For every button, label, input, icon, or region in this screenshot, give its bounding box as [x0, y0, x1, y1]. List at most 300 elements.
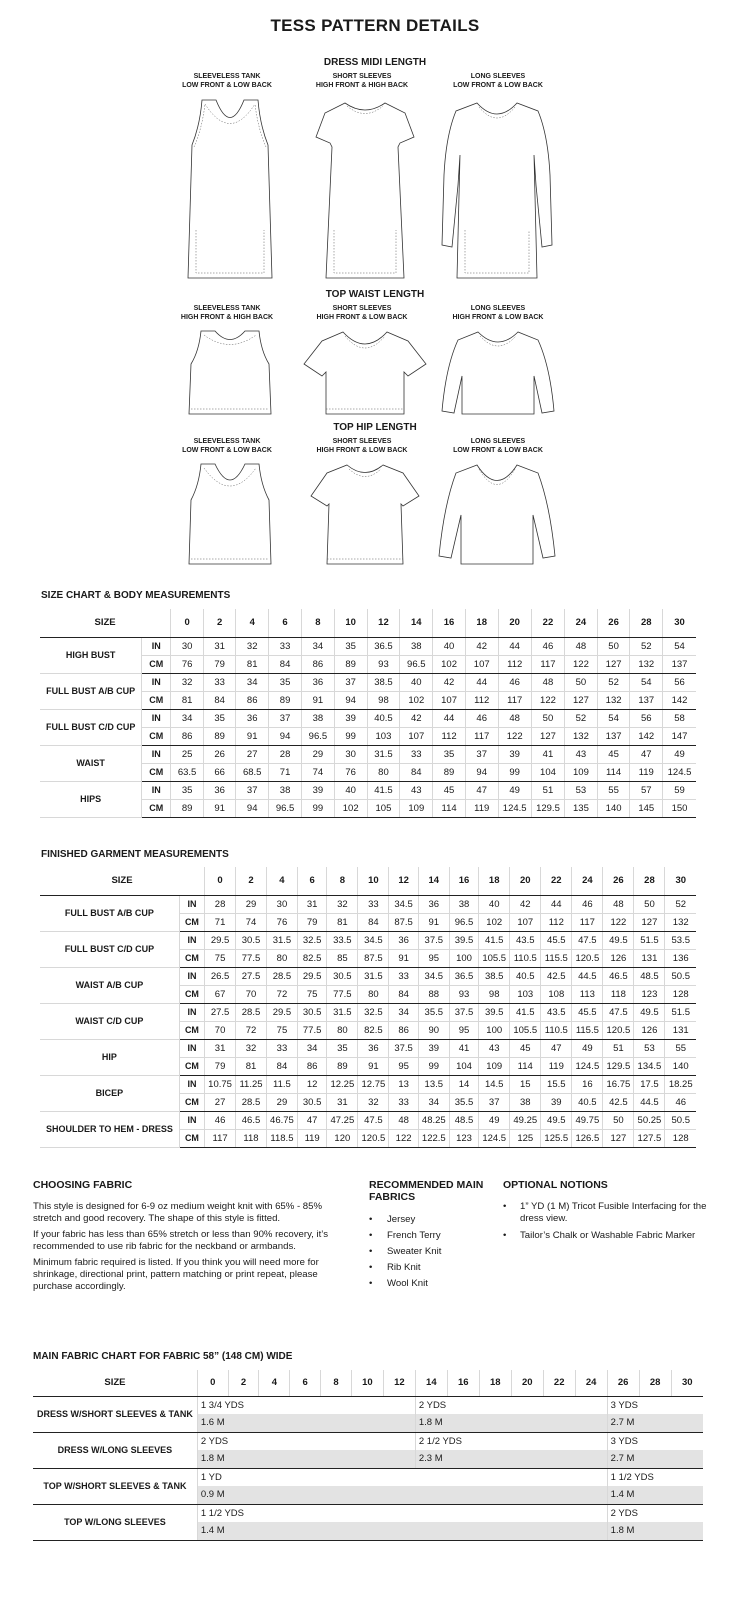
measurement-label: FULL BUST A/B CUP	[40, 673, 142, 709]
value-cell: 55	[597, 781, 630, 799]
value-cell: 30	[171, 637, 204, 655]
size-header-cell: 8	[321, 1370, 352, 1396]
fabric-paragraph: Minimum fabric required is listed. If you think you will need more for shrinkage, directional print, pattern matching or print repeat, please purchase accordingly.	[33, 1257, 319, 1292]
size-header-label: SIZE	[40, 867, 205, 895]
value-cell: 142	[663, 691, 696, 709]
value-cell: 43	[400, 781, 433, 799]
value-cell: 38.5	[479, 967, 510, 985]
fabric-row-label: TOP W/SHORT SLEEVES & TANK	[33, 1468, 197, 1504]
value-cell: 45	[433, 781, 466, 799]
value-cell: 32	[327, 895, 358, 913]
value-cell: 96.5	[302, 727, 335, 745]
value-cell: 35	[204, 709, 236, 727]
value-cell: 47.5	[358, 1111, 389, 1129]
value-cell: 132	[630, 655, 663, 673]
value-cell: 63.5	[171, 763, 204, 781]
value-cell: 48	[603, 895, 634, 913]
value-cell: 38	[400, 637, 433, 655]
value-cell: 47.25	[327, 1111, 358, 1129]
value-cell: 122	[498, 727, 531, 745]
value-cell: 58	[663, 709, 696, 727]
value-cell: 117	[205, 1129, 236, 1147]
value-cell: 137	[663, 655, 696, 673]
value-cell: 117	[572, 913, 603, 931]
value-cell: 32	[171, 673, 204, 691]
value-cell: 120.5	[358, 1129, 389, 1147]
value-cell: 77.5	[297, 1021, 326, 1039]
value-cell: 119	[465, 799, 498, 817]
value-cell: 32	[236, 1039, 267, 1057]
size-header-cell: 30	[665, 867, 696, 895]
value-cell: 71	[269, 763, 302, 781]
value-cell: 36.5	[367, 637, 400, 655]
value-cell: 135	[565, 799, 598, 817]
value-cell: 33	[266, 1039, 297, 1057]
size-header-cell: 24	[572, 867, 603, 895]
value-cell: 37	[334, 673, 367, 691]
unit-label: IN	[179, 931, 204, 949]
value-cell: 49	[572, 1039, 603, 1057]
yardage-cell: 2 YDS	[607, 1504, 703, 1522]
value-cell: 102	[400, 691, 433, 709]
value-cell: 75	[297, 985, 326, 1003]
size-header-cell: 14	[418, 867, 449, 895]
value-cell: 126.5	[572, 1129, 603, 1147]
dress-long-sleeve-sketch	[440, 95, 555, 285]
top-hip-long-sleeve-sketch	[435, 460, 560, 568]
value-cell: 113	[572, 985, 603, 1003]
value-cell: 118.5	[266, 1129, 297, 1147]
value-cell: 108	[541, 985, 572, 1003]
value-cell: 52	[630, 637, 663, 655]
value-cell: 44	[541, 895, 572, 913]
value-cell: 29	[266, 1093, 297, 1111]
value-cell: 51	[531, 781, 564, 799]
value-cell: 105	[367, 799, 400, 817]
value-cell: 134.5	[634, 1057, 665, 1075]
yardage-cell: 3 YDS	[607, 1432, 703, 1450]
unit-label: CM	[179, 985, 204, 1003]
size-header-cell: 26	[597, 609, 630, 637]
value-cell: 128	[665, 985, 696, 1003]
value-cell: 127	[565, 691, 598, 709]
value-cell: 74	[302, 763, 335, 781]
view-caption: LONG SLEEVES HIGH FRONT & LOW BACK	[452, 305, 544, 321]
value-cell: 41.5	[367, 781, 400, 799]
value-cell: 35	[334, 637, 367, 655]
value-cell: 46.5	[603, 967, 634, 985]
choosing-fabric-text	[33, 1201, 353, 1293]
fabric-row-label: DRESS W/SHORT SLEEVES & TANK	[33, 1396, 197, 1432]
size-header-cell: 16	[449, 867, 478, 895]
value-cell: 30	[334, 745, 367, 763]
value-cell: 67	[205, 985, 236, 1003]
value-cell: 131	[634, 949, 665, 967]
value-cell: 118	[603, 985, 634, 1003]
value-cell: 126	[634, 1021, 665, 1039]
fabric-chart-heading: MAIN FABRIC CHART FOR FABRIC 58” (148 CM) WIDE	[33, 1351, 293, 1362]
top-waist-long-sleeve-sketch	[438, 326, 558, 418]
value-cell: 132	[565, 727, 598, 745]
size-header-cell: 0	[197, 1370, 228, 1396]
value-cell: 59	[663, 781, 696, 799]
dress-section-heading: DRESS MIDI LENGTH	[323, 57, 427, 68]
fabric-row-label: DRESS W/LONG SLEEVES	[33, 1432, 197, 1468]
fabric-paragraph: This style is designed for 6-9 oz medium weight knit with 65% - 85% stretch and good recovery. The shape of this style is fitted.	[33, 1201, 323, 1224]
size-header-cell: 0	[171, 609, 204, 637]
value-cell: 45.5	[572, 1003, 603, 1021]
value-cell: 80	[358, 985, 389, 1003]
value-cell: 50	[634, 895, 665, 913]
value-cell: 93	[367, 655, 400, 673]
value-cell: 38	[510, 1093, 541, 1111]
value-cell: 47	[541, 1039, 572, 1057]
view-caption: SLEEVELESS TANK HIGH FRONT & HIGH BACK	[180, 305, 274, 321]
optional-notions-list	[503, 1201, 708, 1247]
value-cell: 50	[603, 1111, 634, 1129]
value-cell: 137	[630, 691, 663, 709]
value-cell: 46.5	[236, 1111, 267, 1129]
unit-label: CM	[142, 763, 171, 781]
value-cell: 122	[389, 1129, 418, 1147]
value-cell: 91	[389, 949, 418, 967]
value-cell: 35	[327, 1039, 358, 1057]
value-cell: 36	[236, 709, 269, 727]
value-cell: 74	[236, 913, 267, 931]
value-cell: 31.5	[358, 967, 389, 985]
unit-label: IN	[142, 781, 171, 799]
value-cell: 132	[665, 913, 696, 931]
top-waist-section-heading: TOP WAIST LENGTH	[325, 289, 425, 300]
value-cell: 41.5	[479, 931, 510, 949]
meters-cell: 1.6 M	[197, 1414, 415, 1432]
value-cell: 32.5	[297, 931, 326, 949]
value-cell: 120	[327, 1129, 358, 1147]
value-cell: 84	[204, 691, 236, 709]
value-cell: 53.5	[665, 931, 696, 949]
value-cell: 124.5	[663, 763, 696, 781]
meters-cell: 0.9 M	[197, 1486, 607, 1504]
value-cell: 27	[205, 1093, 236, 1111]
value-cell: 84	[400, 763, 433, 781]
size-header-cell: 18	[479, 867, 510, 895]
yardage-cell: 2 YDS	[197, 1432, 415, 1450]
yardage-cell: 1 YD	[197, 1468, 607, 1486]
fabric-chart-table	[33, 1370, 703, 1541]
value-cell: 34	[389, 1003, 418, 1021]
value-cell: 50	[597, 637, 630, 655]
value-cell: 86	[171, 727, 204, 745]
size-header-cell: 6	[290, 1370, 321, 1396]
value-cell: 44.5	[572, 967, 603, 985]
value-cell: 47	[630, 745, 663, 763]
notion-item: • 1” YD (1 M) Tricot Fusible Interfacing for the dress view.	[503, 1201, 708, 1225]
yardage-cell: 1 3/4 YDS	[197, 1396, 415, 1414]
value-cell: 53	[634, 1039, 665, 1057]
size-header-cell: 28	[639, 1370, 671, 1396]
view-caption: LONG SLEEVES LOW FRONT & LOW BACK	[453, 73, 543, 89]
value-cell: 49	[498, 781, 531, 799]
value-cell: 86	[297, 1057, 326, 1075]
value-cell: 42	[433, 673, 466, 691]
value-cell: 37	[236, 781, 269, 799]
value-cell: 34	[302, 637, 335, 655]
value-cell: 84	[269, 655, 302, 673]
fabric-item: • Sweater Knit	[369, 1246, 441, 1262]
value-cell: 33	[358, 895, 389, 913]
size-header-cell: 24	[575, 1370, 607, 1396]
value-cell: 42.5	[541, 967, 572, 985]
value-cell: 142	[630, 727, 663, 745]
value-cell: 28	[205, 895, 236, 913]
value-cell: 80	[266, 949, 297, 967]
value-cell: 123	[449, 1129, 478, 1147]
value-cell: 114	[433, 799, 466, 817]
unit-label: IN	[142, 745, 171, 763]
value-cell: 48	[389, 1111, 418, 1129]
value-cell: 30.5	[297, 1093, 326, 1111]
view-caption: LONG SLEEVES LOW FRONT & LOW BACK	[453, 438, 543, 454]
size-header-cell: 2	[228, 1370, 259, 1396]
value-cell: 28.5	[236, 1093, 267, 1111]
value-cell: 35.5	[449, 1093, 478, 1111]
value-cell: 13.5	[418, 1075, 449, 1093]
value-cell: 127	[597, 655, 630, 673]
value-cell: 127.5	[634, 1129, 665, 1147]
value-cell: 76	[266, 913, 297, 931]
value-cell: 117	[531, 655, 564, 673]
value-cell: 124.5	[479, 1129, 510, 1147]
value-cell: 98	[479, 985, 510, 1003]
size-header-label: SIZE	[40, 609, 171, 637]
value-cell: 99	[302, 799, 335, 817]
value-cell: 126	[603, 949, 634, 967]
value-cell: 39	[541, 1093, 572, 1111]
value-cell: 37.5	[449, 1003, 478, 1021]
value-cell: 13	[389, 1075, 418, 1093]
value-cell: 84	[389, 985, 418, 1003]
value-cell: 49.5	[634, 1003, 665, 1021]
measurement-label: HIPS	[40, 781, 142, 817]
value-cell: 14	[449, 1075, 478, 1093]
value-cell: 76	[171, 655, 204, 673]
value-cell: 114	[597, 763, 630, 781]
value-cell: 53	[565, 781, 598, 799]
value-cell: 100	[449, 949, 478, 967]
value-cell: 56	[630, 709, 663, 727]
value-cell: 38	[302, 709, 335, 727]
meters-cell: 1.8 M	[197, 1450, 415, 1468]
value-cell: 88	[418, 985, 449, 1003]
unit-label: IN	[179, 967, 204, 985]
value-cell: 49.75	[572, 1111, 603, 1129]
size-header-cell: 14	[400, 609, 433, 637]
view-caption: SHORT SLEEVES HIGH FRONT & LOW BACK	[316, 305, 408, 321]
unit-label: IN	[142, 709, 171, 727]
value-cell: 35	[433, 745, 466, 763]
measurement-label: FULL BUST C/D CUP	[40, 931, 179, 967]
value-cell: 36	[389, 931, 418, 949]
value-cell: 118	[236, 1129, 267, 1147]
value-cell: 124.5	[498, 799, 531, 817]
value-cell: 51.5	[665, 1003, 696, 1021]
value-cell: 107	[400, 727, 433, 745]
size-header-cell: 8	[302, 609, 335, 637]
value-cell: 102	[479, 913, 510, 931]
value-cell: 41	[531, 745, 564, 763]
value-cell: 50.5	[665, 1111, 696, 1129]
value-cell: 79	[205, 1057, 236, 1075]
value-cell: 33	[269, 637, 302, 655]
size-header-cell: 2	[236, 867, 267, 895]
yardage-cell: 1 1/2 YDS	[607, 1468, 703, 1486]
unit-label: CM	[142, 691, 171, 709]
value-cell: 128	[665, 1129, 696, 1147]
value-cell: 87.5	[389, 913, 418, 931]
value-cell: 84	[266, 1057, 297, 1075]
value-cell: 89	[433, 763, 466, 781]
value-cell: 52	[665, 895, 696, 913]
value-cell: 132	[597, 691, 630, 709]
value-cell: 91	[302, 691, 335, 709]
value-cell: 46	[572, 895, 603, 913]
value-cell: 42	[465, 637, 498, 655]
value-cell: 80	[327, 1021, 358, 1039]
value-cell: 99	[418, 1057, 449, 1075]
value-cell: 122.5	[418, 1129, 449, 1147]
size-header-cell: 20	[510, 867, 541, 895]
value-cell: 46	[665, 1093, 696, 1111]
value-cell: 89	[204, 727, 236, 745]
size-header-cell: 14	[415, 1370, 447, 1396]
value-cell: 79	[297, 913, 326, 931]
size-header-cell: 28	[634, 867, 665, 895]
value-cell: 44.5	[634, 1093, 665, 1111]
value-cell: 45.5	[541, 931, 572, 949]
value-cell: 31	[327, 1093, 358, 1111]
value-cell: 48	[498, 709, 531, 727]
size-header-cell: 30	[663, 609, 696, 637]
value-cell: 44	[433, 709, 466, 727]
value-cell: 102	[433, 655, 466, 673]
optional-notions-heading: OPTIONAL NOTIONS	[503, 1179, 608, 1191]
value-cell: 94	[236, 799, 269, 817]
fabric-paragraph: If your fabric has less than 65% stretch or less than 90% recovery, it’s recommended to use rib fabric for the neckband or armbands.	[33, 1229, 329, 1252]
value-cell: 37	[479, 1093, 510, 1111]
value-cell: 109	[400, 799, 433, 817]
value-cell: 125	[510, 1129, 541, 1147]
measurement-label: FULL BUST A/B CUP	[40, 895, 179, 931]
measurement-label: HIP	[40, 1039, 179, 1075]
value-cell: 49.5	[541, 1111, 572, 1129]
value-cell: 70	[205, 1021, 236, 1039]
garment-chart-heading: FINISHED GARMENT MEASUREMENTS	[41, 849, 229, 860]
value-cell: 68.5	[236, 763, 269, 781]
value-cell: 50	[531, 709, 564, 727]
value-cell: 54	[630, 673, 663, 691]
value-cell: 114	[510, 1057, 541, 1075]
unit-label: IN	[142, 673, 171, 691]
value-cell: 27.5	[205, 1003, 236, 1021]
meters-cell: 1.8 M	[415, 1414, 607, 1432]
value-cell: 39	[418, 1039, 449, 1057]
value-cell: 105.5	[479, 949, 510, 967]
value-cell: 129.5	[603, 1057, 634, 1075]
value-cell: 107	[433, 691, 466, 709]
size-header-cell: 24	[565, 609, 598, 637]
value-cell: 29.5	[266, 1003, 297, 1021]
value-cell: 89	[327, 1057, 358, 1075]
value-cell: 50.25	[634, 1111, 665, 1129]
value-cell: 85	[327, 949, 358, 967]
value-cell: 43.5	[510, 931, 541, 949]
value-cell: 33	[204, 673, 236, 691]
value-cell: 52	[597, 673, 630, 691]
size-header-cell: 16	[447, 1370, 479, 1396]
value-cell: 87.5	[358, 949, 389, 967]
value-cell: 40.5	[572, 1093, 603, 1111]
value-cell: 48	[565, 637, 598, 655]
value-cell: 81	[171, 691, 204, 709]
view-caption: SLEEVELESS TANK LOW FRONT & LOW BACK	[182, 438, 272, 454]
unit-label: IN	[179, 1075, 204, 1093]
value-cell: 124.5	[572, 1057, 603, 1075]
value-cell: 39.5	[479, 1003, 510, 1021]
value-cell: 127	[634, 913, 665, 931]
value-cell: 40	[334, 781, 367, 799]
value-cell: 96.5	[449, 913, 478, 931]
value-cell: 38	[449, 895, 478, 913]
dress-tank-sketch	[180, 95, 280, 285]
value-cell: 40	[433, 637, 466, 655]
value-cell: 48.5	[634, 967, 665, 985]
value-cell: 34	[418, 1093, 449, 1111]
value-cell: 103	[367, 727, 400, 745]
value-cell: 11.5	[266, 1075, 297, 1093]
value-cell: 35	[269, 673, 302, 691]
value-cell: 28.5	[266, 967, 297, 985]
value-cell: 18.25	[665, 1075, 696, 1093]
value-cell: 112	[465, 691, 498, 709]
unit-label: CM	[142, 799, 171, 817]
size-header-cell: 26	[607, 1370, 639, 1396]
unit-label: CM	[179, 1129, 204, 1147]
value-cell: 31.5	[327, 1003, 358, 1021]
value-cell: 89	[334, 655, 367, 673]
fabric-row-label: TOP W/LONG SLEEVES	[33, 1504, 197, 1540]
value-cell: 39	[498, 745, 531, 763]
value-cell: 150	[663, 799, 696, 817]
value-cell: 95	[418, 949, 449, 967]
view-caption: SLEEVELESS TANK LOW FRONT & LOW BACK	[182, 73, 272, 89]
value-cell: 94	[465, 763, 498, 781]
value-cell: 120.5	[572, 949, 603, 967]
unit-label: CM	[142, 727, 171, 745]
value-cell: 42	[510, 895, 541, 913]
recommended-fabrics-list	[369, 1214, 441, 1294]
unit-label: CM	[179, 949, 204, 967]
value-cell: 54	[663, 637, 696, 655]
value-cell: 31	[297, 895, 326, 913]
value-cell: 29	[302, 745, 335, 763]
value-cell: 125.5	[541, 1129, 572, 1147]
measurement-label: FULL BUST C/D CUP	[40, 709, 142, 745]
value-cell: 47	[297, 1111, 326, 1129]
value-cell: 32.5	[358, 1003, 389, 1021]
value-cell: 10.75	[205, 1075, 236, 1093]
value-cell: 16.75	[603, 1075, 634, 1093]
value-cell: 35.5	[418, 1003, 449, 1021]
